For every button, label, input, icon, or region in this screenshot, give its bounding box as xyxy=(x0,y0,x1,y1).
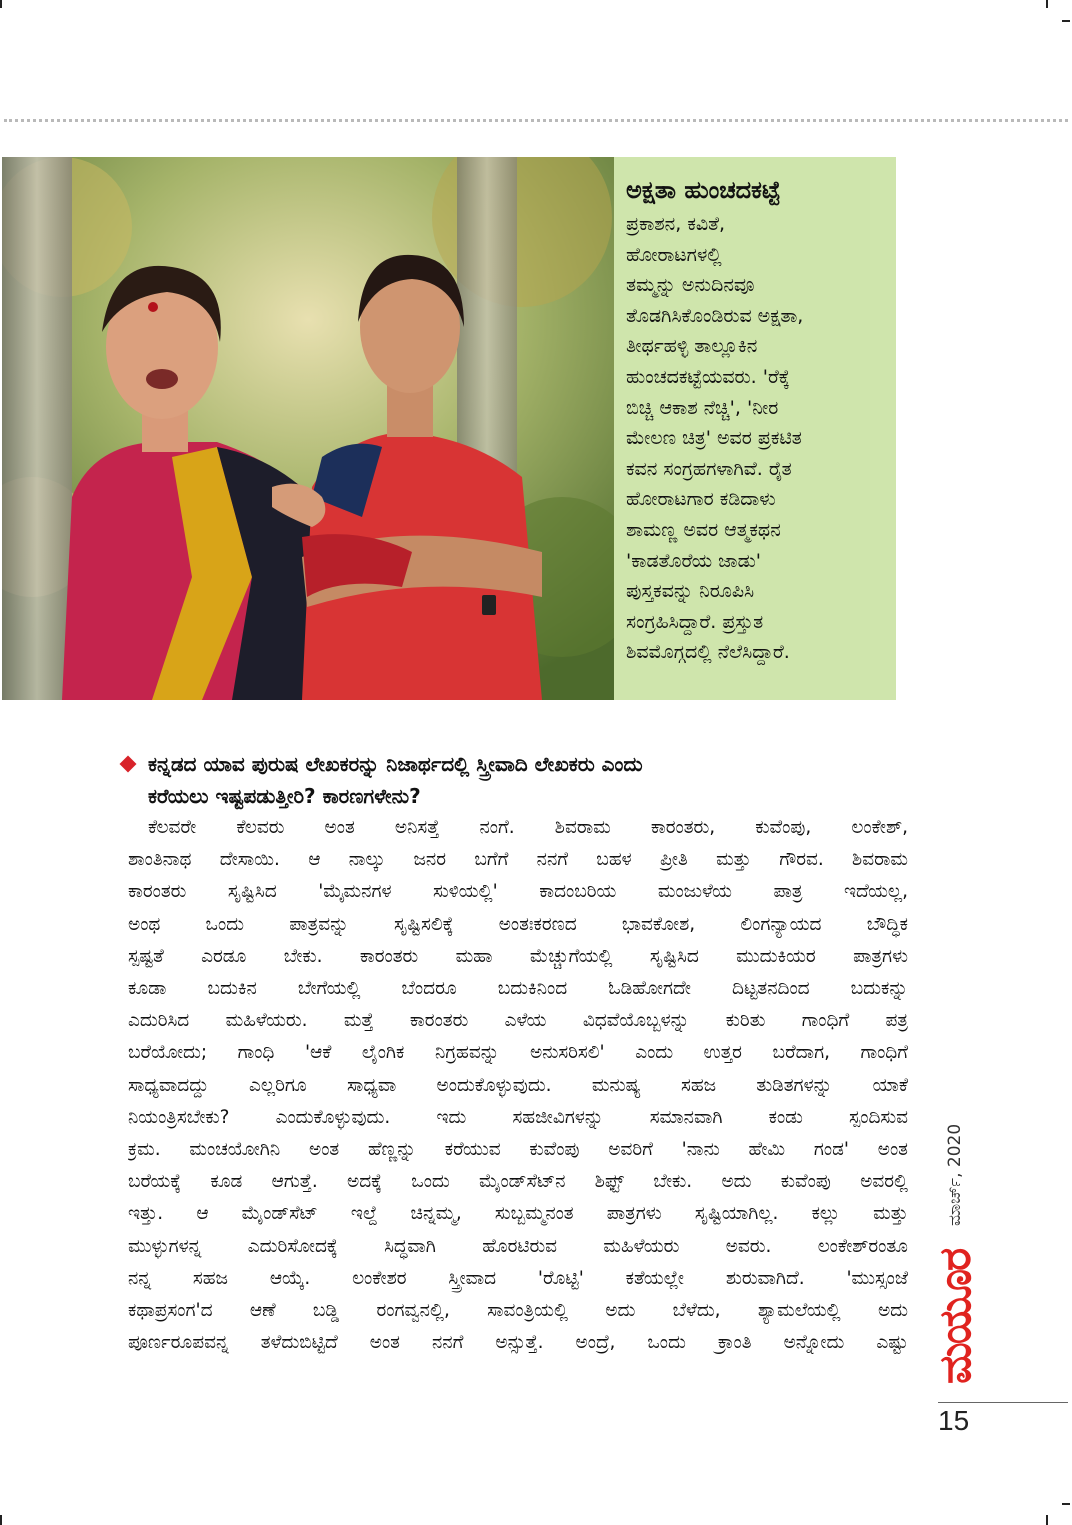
answer-line: ನನ್ನ ಸಹಜ ಆಯ್ಕೆ. ಲಂಕೇಶರ ಸ್ತ್ರೀವಾದ 'ರೊಟ್ಟಿ' ಕತೆಯಲ್ಲೇ ಶುರುವಾಗಿದೆ. 'ಮುಸ್ಸಂಜೆ xyxy=(128,1267,908,1289)
masthead-logo: ಮಯೂರ xyxy=(930,1249,981,1385)
bio-line: ತಮ್ಮನ್ನು ಅನುದಿನವೂ xyxy=(626,274,755,297)
answer-line: ಬರೆಯೋದು; ಗಾಂಧಿ 'ಆಕೆ ಲೈಂಗಿಕ ನಿಗ್ರಹವನ್ನು ಅನುಸರಿಸಲಿ' ಎಂದು ಉತ್ತರ ಬರೆದಾಗ, ಗಾಂಧಿಗೆ xyxy=(128,1042,908,1064)
bio-text xyxy=(626,209,882,668)
bio-line: 'ಕಾಡತೊರೆಯ ಜಾಡು' xyxy=(626,549,761,572)
bio-line: ಮೇಲಣ ಚಿತ್ರ' ಅವರ ಪ್ರಕಟಿತ xyxy=(626,427,802,450)
bio-line: ಹೋರಾಟಗಾರ ಕಡಿದಾಳು xyxy=(626,488,776,511)
bio-line: ತೀರ್ಥಹಳ್ಳಿ ತಾಲ್ಲೂಕಿನ xyxy=(626,335,758,358)
answer-line: ಅಂಥ ಒಂದು ಪಾತ್ರವನ್ನು ಸೃಷ್ಟಿಸಲಿಕ್ಕೆ ಅಂತಃಕರಣದ ಭಾವಕೋಶ, ಲಿಂಗನ್ಯಾಯದ ಬೌದ್ಧಿಕ xyxy=(128,913,908,935)
bio-line: ಪುಸ್ತಕವನ್ನು ನಿರೂಪಿಸಿ xyxy=(626,580,755,603)
bio-line: ಶಿವಮೊಗ್ಗದಲ್ಲಿ ನೆಲೆಸಿದ್ದಾರೆ. xyxy=(626,641,790,664)
answer-line: ಕಾರಂತರು ಸೃಷ್ಟಿಸಿದ 'ಮೈಮನಗಳ ಸುಳಿಯಲ್ಲಿ' ಕಾದಂಬರಿಯ ಮಂಜುಳೆಯ ಪಾತ್ರ ಇದೆಯಲ್ಲ, xyxy=(128,881,908,903)
answer-line: ಪೂರ್ಣರೂಪವನ್ನ ತಳೆದುಬಿಟ್ಟಿದೆ ಅಂತ ನನಗೆ ಅನ್ಸುತ್ತೆ. ಅಂದ್ರೆ, ಒಂದು ಕ್ರಾಂತಿ ಅನ್ನೋದು ಎಷ್ಟು xyxy=(128,1332,908,1354)
dotted-divider xyxy=(4,119,1068,122)
answer-line: ಕ್ರಮ. ಮಂಚಯೋಗಿನಿ ಅಂತ ಹೆಣ್ಣನ್ನು ಕರೆಯುವ ಕುವೆಂಪು ಅವರಿಗೆ 'ನಾನು ಹೇಮಿ ಗಂಡ' ಅಂತ xyxy=(128,1139,908,1161)
answer-line: ಸಾಧ್ಯವಾದದ್ದು ಎಲ್ಲರಿಗೂ ಸಾಧ್ಯವಾ ಅಂದುಕೊಳ್ಳುವುದು. ಮನುಷ್ಯ ಸಹಜ ತುಡಿತಗಳನ್ನು ಯಾಕೆ xyxy=(128,1074,908,1096)
answer-line: ಸ್ಪಷ್ಟತೆ ಎರಡೂ ಬೇಕು. ಕಾರಂತರು ಮಹಾ ಮೆಚ್ಚುಗೆಯಲ್ಲಿ ಸೃಷ್ಟಿಸಿದ ಮುದುಕಿಯರ ಪಾತ್ರಗಳು xyxy=(128,945,908,967)
interview-answer xyxy=(128,812,908,1359)
folio-rule xyxy=(938,1402,1068,1403)
answer-line: ಮುಳ್ಳುಗಳನ್ನ ಎದುರಿಸೋದಕ್ಕೆ ಸಿದ್ಧವಾಗಿ ಹೊರಟಿರುವ ಮಹಿಳೆಯರು ಅವರು. ಲಂಕೇಶ್‌ರಂತೂ xyxy=(128,1235,908,1257)
bio-line: ಹುಂಚದಕಟ್ಟೆಯವರು. 'ರೆಕ್ಕೆ xyxy=(626,365,790,388)
question-line: ಕರೆಯಲು ಇಷ್ಟಪಡುತ್ತೀರಿ? ಕಾರಣಗಳೇನು? xyxy=(148,784,421,808)
crop-mark-right-top xyxy=(1062,20,1070,22)
crop-mark-right-bottom xyxy=(1062,1503,1070,1505)
photo-two-women-icon xyxy=(2,157,614,700)
answer-line: ಇತ್ತು. ಆ ಮೈಂಡ್‌ಸೆಟ್ ಇಲ್ದೆ ಚಿನ್ನಮ್ಮ, ಸುಬ್ಬಮ್ಮನಂತ ಪಾತ್ರಗಳು ಸೃಷ್ಟಿಯಾಗಿಲ್ಲ. ಕಲ್ಲು ಮತ್ತು xyxy=(128,1203,908,1225)
bio-line: ಕವನ ಸಂಗ್ರಹಗಳಾಗಿವೆ. ರೈತ xyxy=(626,457,792,480)
question-line: ಕನ್ನಡದ ಯಾವ ಪುರುಷ ಲೇಖಕರನ್ನು ನಿಜಾರ್ಥದಲ್ಲಿ ಸ್ತ್ರೀವಾದಿ ಲೇಖಕರು ಎಂದು xyxy=(148,752,643,776)
bio-line: ಶಾಮಣ್ಣ ಅವರ ಆತ್ಮಕಥನ xyxy=(626,518,781,541)
crop-mark-top-right xyxy=(1046,0,1048,8)
interview-question xyxy=(128,748,908,812)
answer-line: ಎದುರಿಸಿದ ಮಹಿಳೆಯರು. ಮತ್ತೆ ಕಾರಂತರು ಎಳೆಯ ವಿಧವೆಯೊಬ್ಬಳನ್ನು ಕುರಿತು ಗಾಂಧಿಗೆ ಪತ್ರ xyxy=(128,1010,908,1032)
answer-line: ಕೂಡಾ ಬದುಕಿನ ಬೇಗೆಯಲ್ಲಿ ಬೆಂದರೂ ಬದುಕಿನಿಂದ ಓಡಿಹೋಗದೇ ದಿಟ್ಟತನದಿಂದ ಬದುಕನ್ನು xyxy=(128,978,908,1000)
answer-line: ನಿಯಂತ್ರಿಸಬೇಕು? ಎಂದುಕೊಳ್ಳುವುದು. ಇದು ಸಹಜೀವಿಗಳನ್ನು ಸಮಾನವಾಗಿ ಕಂಡು ಸ್ಪಂದಿಸುವ xyxy=(128,1106,908,1128)
issue-date: ಮಾರ್ಚ್, 2020 xyxy=(945,1123,965,1226)
bio-name: ಅಕ್ಷತಾ ಹುಂಚದಕಟ್ಟೆ xyxy=(626,176,781,204)
answer-line: ಬರೆಯಕ್ಕೆ ಕೂಡ ಆಗುತ್ತೆ. ಅದಕ್ಕೆ ಒಂದು ಮೈಂಡ್‌ಸೆಟ್‌ನ ಶಿಫ್ಟ್ ಬೇಕು. ಅದು ಕುವೆಂಪು ಅವರಲ್ಲಿ xyxy=(128,1171,908,1193)
bio-line: ಸಂಗ್ರಹಿಸಿದ್ದಾರೆ. ಪ್ರಸ್ತುತ xyxy=(626,610,764,633)
answer-line: ಶಾಂತಿನಾಥ ದೇಸಾಯಿ. ಆ ನಾಲ್ಕು ಜನರ ಬಗೆಗೆ ನನಗೆ ಬಹಳ ಪ್ರೀತಿ ಮತ್ತು ಗೌರವ. ಶಿವರಾಮ xyxy=(128,849,908,871)
answer-line: ಕೆಲವರೇ ಕೆಲವರು ಅಂತ ಅನಿಸತ್ತೆ ನಂಗೆ. ಶಿವರಾಮ ಕಾರಂತರು, ಕುವೆಂಪು, ಲಂಕೇಶ್, xyxy=(148,817,908,838)
crop-mark-top-left xyxy=(0,0,2,8)
bio-line: ತೊಡಗಿಸಿಕೊಂಡಿರುವ ಅಕ್ಷತಾ, xyxy=(626,304,804,327)
page-number: 15 xyxy=(938,1405,970,1436)
bio-line: ಬಿಚ್ಚಿ ಆಕಾಶ ನೆಚ್ಚಿ', 'ನೀರ xyxy=(626,396,779,419)
crop-mark-bottom-left xyxy=(0,1515,2,1525)
answer-line: ಕಥಾಪ್ರಸಂಗ'ದ ಆಣೆ ಬಡ್ಡಿ ರಂಗವ್ವನಲ್ಲಿ, ಸಾವಂತ್ರಿಯಲ್ಲಿ ಅದು ಬೆಳೆದು, ಶ್ಯಾಮಲೆಯಲ್ಲಿ ಅದು xyxy=(128,1300,908,1322)
bio-box xyxy=(614,157,896,700)
bio-line: ಪ್ರಕಾಶನ, ಕವಿತೆ, xyxy=(626,213,726,235)
bio-line: ಹೋರಾಟಗಳಲ್ಲಿ xyxy=(626,243,722,266)
crop-mark-bottom-right xyxy=(1046,1515,1048,1525)
